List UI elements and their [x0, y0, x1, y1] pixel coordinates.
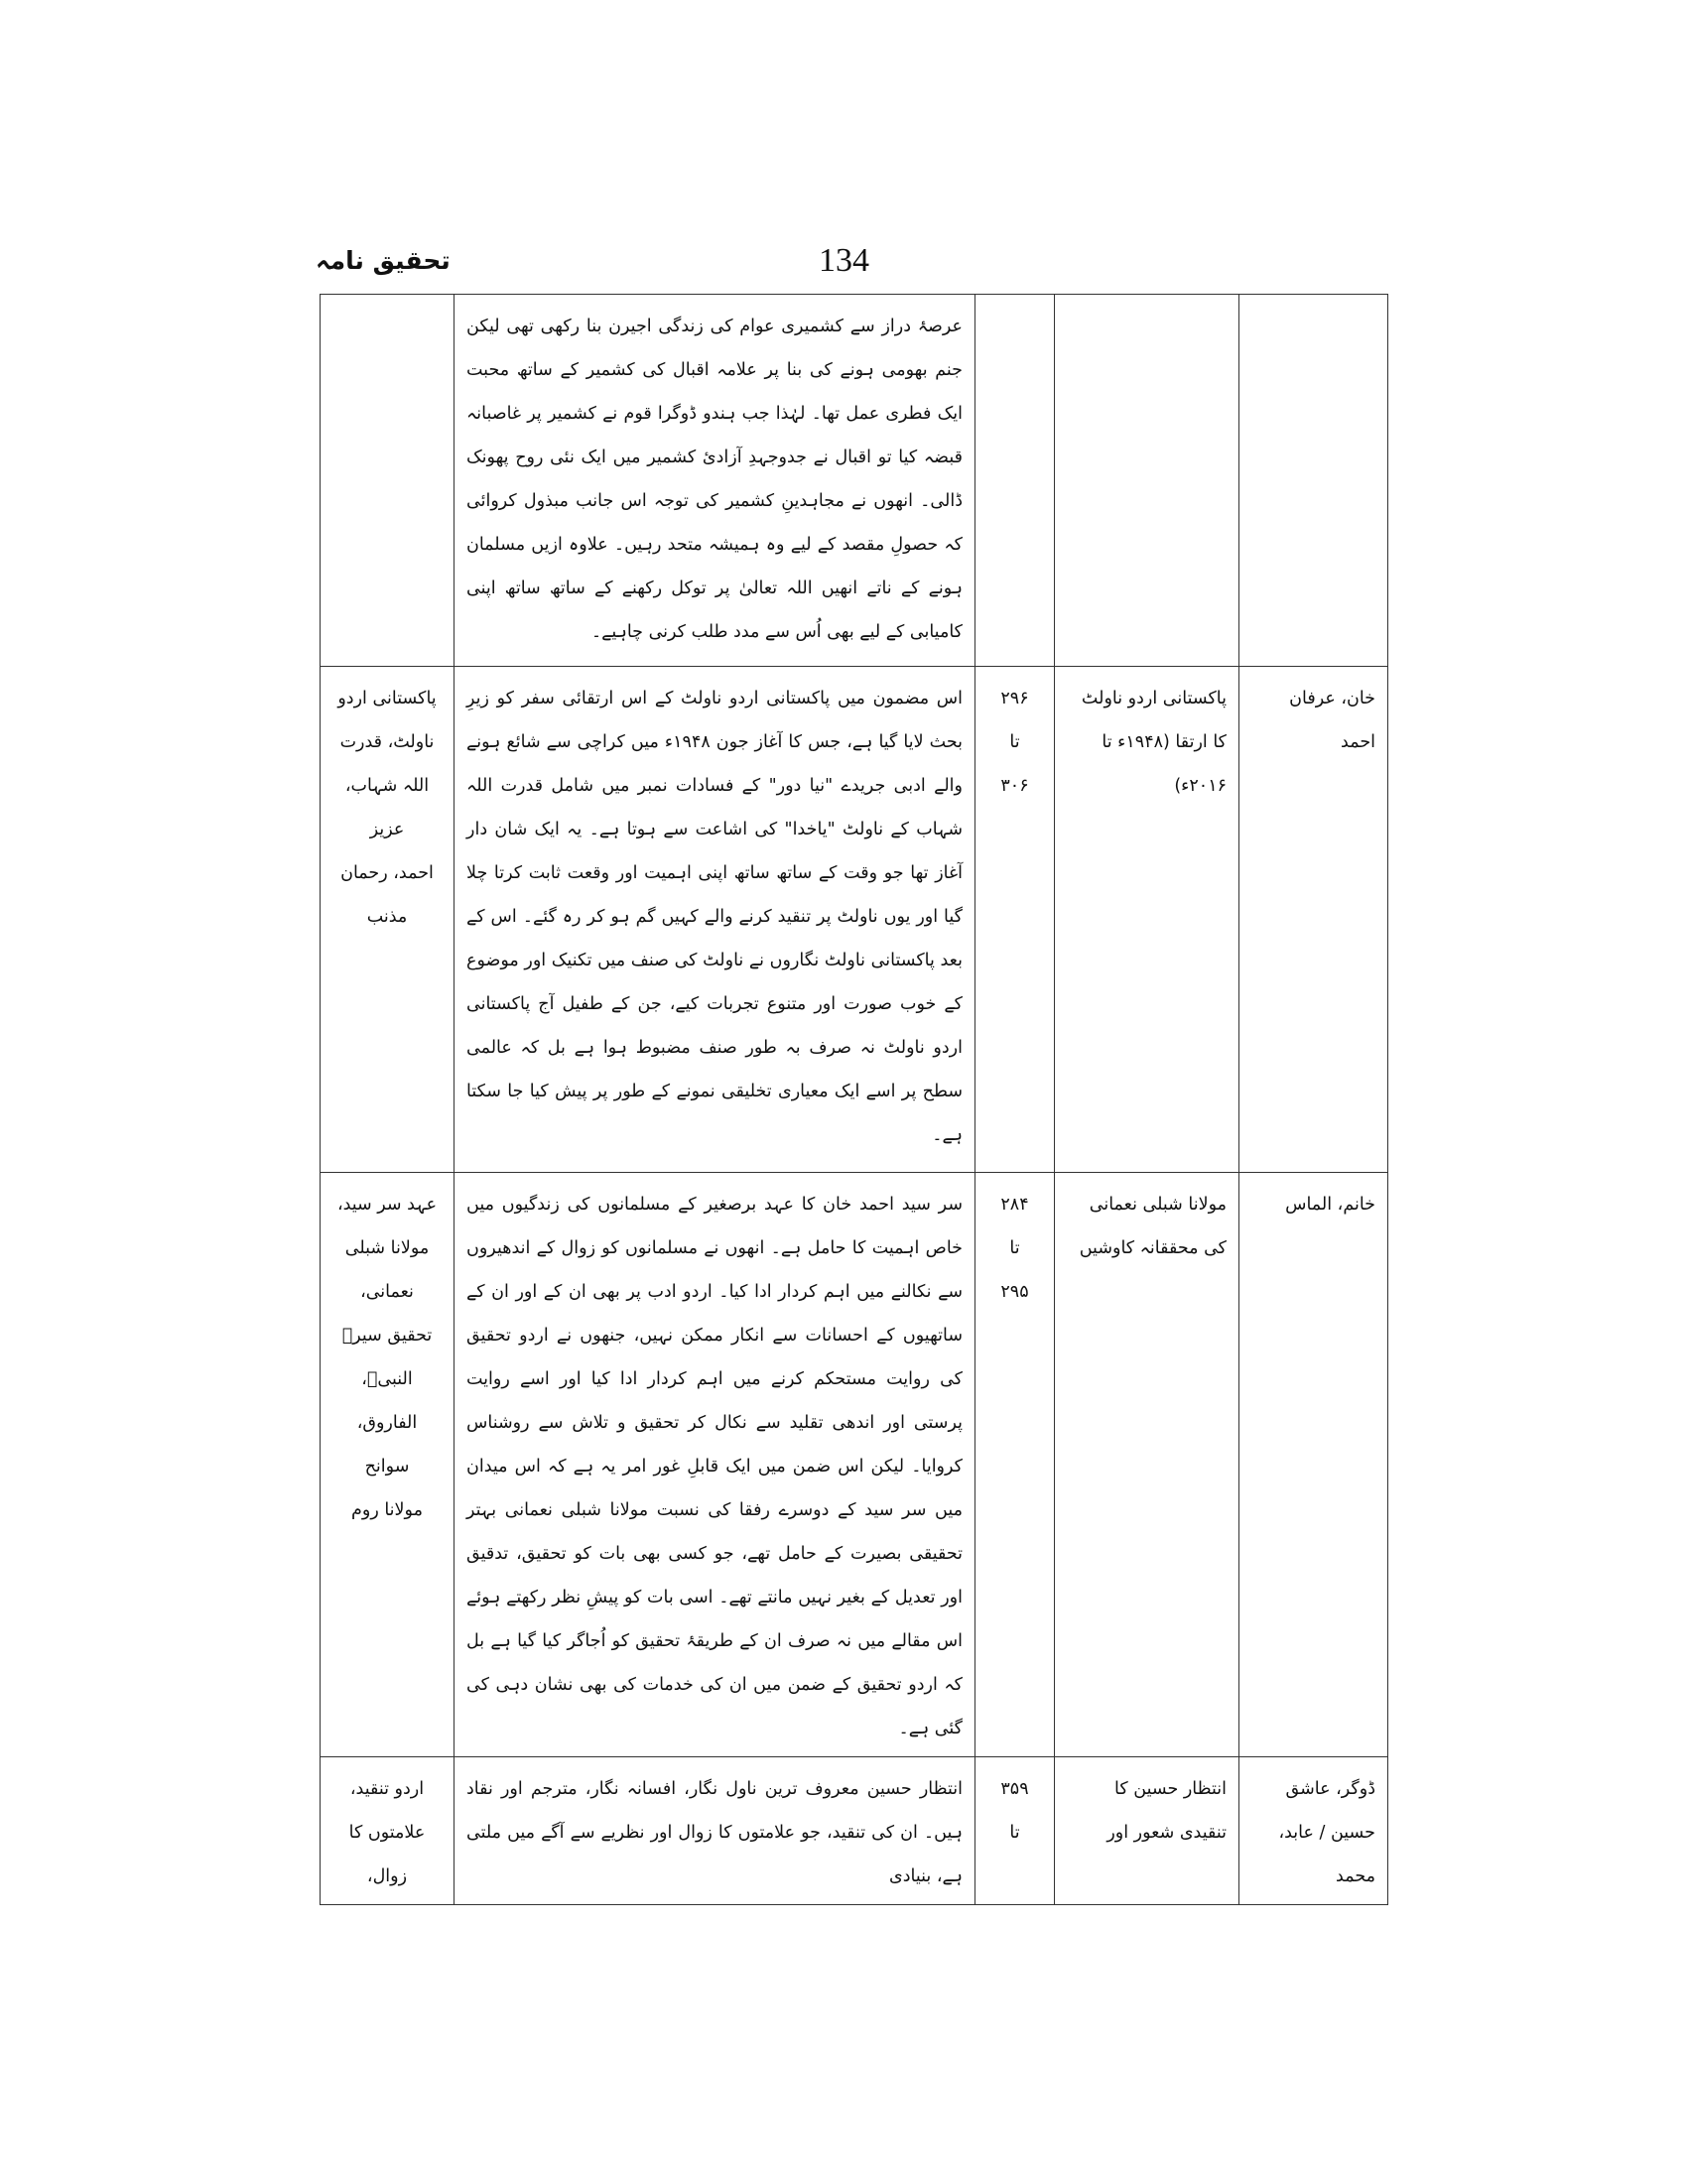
- keywords-cell: [321, 1173, 454, 1757]
- keyword-line: ناولٹ، قدرت: [339, 732, 435, 752]
- page-end: ۳۰۶: [1000, 776, 1029, 796]
- pages-cell: [975, 667, 1055, 1173]
- keyword-line: عہد سر سید،: [336, 1195, 438, 1215]
- author-cell: خانم، الماس: [1239, 1173, 1388, 1757]
- keyword-line: احمد، رحمان: [340, 863, 434, 883]
- keywords-cell: [321, 295, 454, 667]
- page-start: ۲۹۶: [1000, 689, 1029, 708]
- title-cell: پاکستانی اردو ناولٹ کا ارتقا (۱۹۴۸ء تا ۲۰۱۶ء): [1055, 667, 1239, 1173]
- author-cell: [1239, 295, 1388, 667]
- table-row: [321, 1757, 1388, 1905]
- page-range-word: تا: [1009, 1823, 1020, 1843]
- keyword-line: اللہ شہاب، عزیز: [344, 776, 430, 839]
- abstract-cell: انتظار حسین معروف ترین ناول نگار، افسانہ نگار، مترجم اور نقاد ہیں۔ ان کی تنقید، جو علامتوں کا زوال اور نظریے سے آگے میں ملتی ہے، بنیادی: [454, 1757, 975, 1905]
- keyword-line: علامتوں کا زوال،: [348, 1823, 426, 1886]
- index-table: [320, 294, 1388, 1905]
- keyword-line: مولانا شبلی نعمانی،: [344, 1238, 430, 1302]
- keywords-cell: [321, 667, 454, 1173]
- page-start: ۲۸۴: [1000, 1195, 1029, 1215]
- keyword-line: پاکستانی اردو: [337, 689, 437, 708]
- table-row: [321, 1173, 1388, 1757]
- page-start: ۳۵۹: [1000, 1779, 1029, 1799]
- keyword-line: الفاروق، سوانح: [356, 1413, 418, 1477]
- keywords-cell: [321, 1757, 454, 1905]
- pages-cell: [975, 295, 1055, 667]
- table-row: [321, 667, 1388, 1173]
- keyword-line: تحقیق سیرۃ النبیؐ،: [341, 1326, 433, 1389]
- keyword-line: مذنب: [366, 907, 408, 927]
- title-cell: انتظار حسین کا تنقیدی شعور اور: [1055, 1757, 1239, 1905]
- page-number: 134: [819, 242, 869, 279]
- title-cell: مولانا شبلی نعمانی کی محققانہ کاوشیں: [1055, 1173, 1239, 1757]
- page-end: ۲۹۵: [1000, 1282, 1029, 1302]
- pages-cell: [975, 1757, 1055, 1905]
- table-row: [321, 295, 1388, 667]
- pages-cell: [975, 1173, 1055, 1757]
- author-cell: خان، عرفان احمد: [1239, 667, 1388, 1173]
- page-range-word: تا: [1009, 1238, 1020, 1258]
- abstract-cell: اس مضمون میں پاکستانی اردو ناولٹ کے اس ارتقائی سفر کو زیرِ بحث لایا گیا ہے، جس کا آغاز جون ۱۹۴۸ء میں کراچی سے شائع ہونے والے ادبی جریدے "نیا دور" کے فسادات نمبر میں شامل قدرت اللہ شہاب کے ناولٹ "یاخدا" کی اشاعت سے ہوتا ہے۔ یہ ایک شان دار آغاز تھا جو وقت کے ساتھ ساتھ اپنی اہمیت اور وقعت ثابت کرتا چلا گیا اور یوں ناولٹ پر تنقید کرنے والے کہیں گم ہو کر رہ گئے۔ اس کے بعد پاکستانی ناولٹ نگاروں نے ناولٹ کی صنف میں تکنیک اور موضوع کے خوب صورت اور متنوع تجربات کیے، جن کے طفیل آج پاکستانی اردو ناولٹ نہ صرف بہ طور صنف مضبوط ہوا ہے بل کہ عالمی سطح پر اسے ایک معیاری تخلیقی نمونے کے طور پر پیش کیا جا سکتا ہے۔: [454, 667, 975, 1173]
- abstract-cell: سر سید احمد خان کا عہد برصغیر کے مسلمانوں کی زندگیوں میں خاص اہمیت کا حامل ہے۔ انھوں نے مسلمانوں کو زوال کے اندھیروں سے نکالنے میں اہم کردار ادا کیا۔ اردو ادب پر بھی ان کے اور ان کے ساتھیوں کے احسانات سے انکار ممکن نہیں، جنھوں نے اردو تحقیق کی روایت مستحکم کرنے میں اہم کردار ادا کیا اور اسے روایت پرستی اور اندھی تقلید سے نکال کر تحقیق و تلاش سے روشناس کروایا۔ لیکن اس ضمن میں ایک قابلِ غور امر یہ ہے کہ اس میدان میں سر سید کے دوسرے رفقا کی نسبت مولانا شبلی نعمانی بہتر تحقیقی بصیرت کے حامل تھے، جو کسی بھی بات کو تحقیق، تدقیق اور تعدیل کے بغیر نہیں مانتے تھے۔ اسی بات کو پیشِ نظر رکھتے ہوئے اس مقالے میں نہ صرف ان کے طریقۂ تحقیق کو اُجاگر کیا گیا ہے بل کہ اردو تحقیق کے ضمن میں ان کی خدمات کی بھی نشان دہی کی گئی ہے۔: [454, 1173, 975, 1757]
- title-cell: [1055, 295, 1239, 667]
- author-cell: ڈوگر، عاشق حسین / عابد، محمد: [1239, 1757, 1388, 1905]
- page-range-word: تا: [1009, 732, 1020, 752]
- keyword-line: اردو تنقید،: [349, 1779, 425, 1799]
- journal-title: تحقیق نامہ: [316, 246, 451, 275]
- abstract-cell: عرصۂ دراز سے کشمیری عوام کی زندگی اجیرن بنا رکھی تھی لیکن جنم بھومی ہونے کی بنا پر علامہ اقبال کی کشمیر کے ساتھ محبت ایک فطری عمل تھا۔ لہٰذا جب ہندو ڈوگرا قوم نے کشمیر پر غاصبانہ قبضہ کیا تو اقبال نے جدوجہدِ آزادیٔ کشمیر میں ایک نئی روح پھونک ڈالی۔ انھوں نے مجاہدینِ کشمیر کی توجہ اس جانب مبذول کروائی کہ حصولِ مقصد کے لیے وہ ہمیشہ متحد رہیں۔ علاوہ ازیں مسلمان ہونے کے ناتے انھیں اللہ تعالیٰ پر توکل رکھنے کے ساتھ ساتھ اپنی کامیابی کے لیے بھی اُس سے مدد طلب کرنی چاہیے۔: [454, 295, 975, 667]
- keyword-line: مولانا روم: [351, 1500, 423, 1520]
